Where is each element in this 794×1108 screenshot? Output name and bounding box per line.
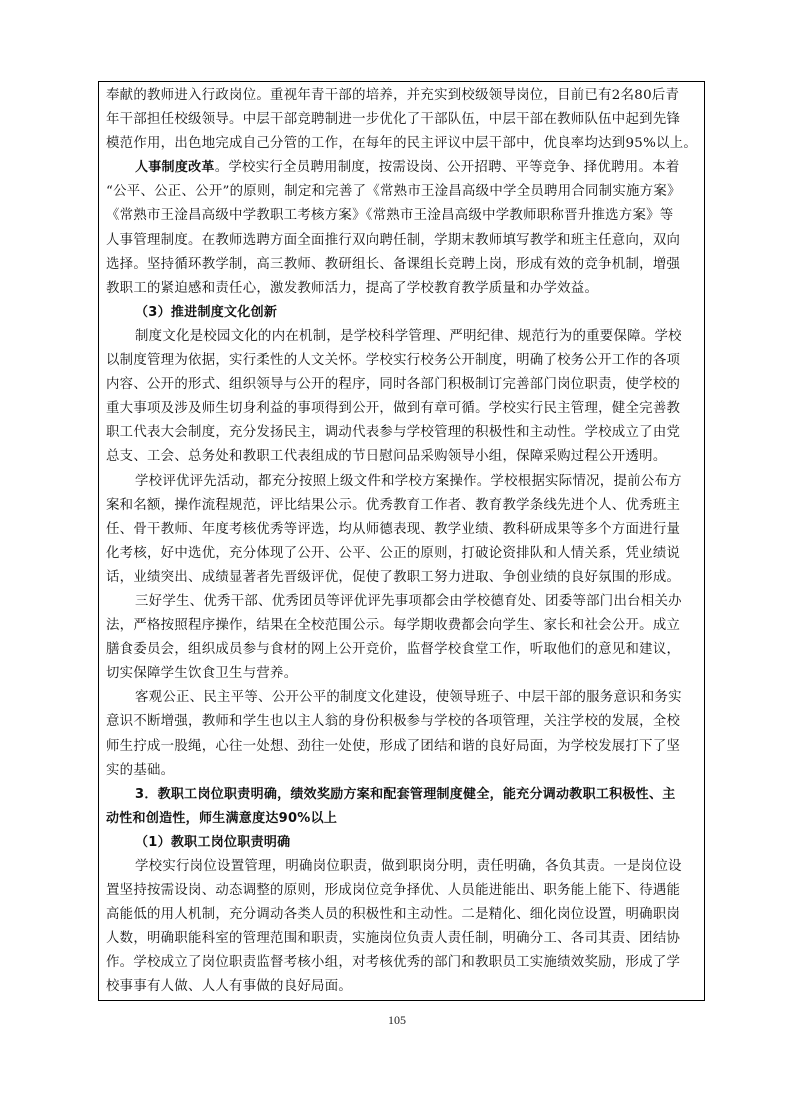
line-text: 实的基础。 bbox=[106, 762, 175, 778]
text-line bbox=[106, 397, 698, 421]
line-text: 3．教职工岗位职责明确，绩效奖励方案和配套管理制度健全，能充分调动教职工积极性、主 bbox=[135, 786, 676, 802]
line-text: 化考核，好中选优，充分体现了公开、公平、公正的原则，打破论资排队和人情关系，凭业绩说 bbox=[106, 545, 681, 561]
text-line bbox=[106, 84, 698, 108]
text-line bbox=[106, 518, 698, 542]
text-line bbox=[106, 686, 698, 710]
line-text: 膳食委员会，组织成员参与食材的网上公开竞价，监督学校食堂工作，听取他们的意见和建议， bbox=[106, 642, 681, 658]
text-line bbox=[106, 590, 698, 614]
text-line bbox=[106, 470, 698, 494]
line-text: 教职工的紧迫感和责任心，激发教师活力，提高了学校教育教学质量和办学效益。 bbox=[106, 280, 599, 296]
section-heading-line bbox=[106, 301, 698, 325]
line-text: 模范作用，出色地完成自己分管的工作，在每年的民主评议中层干部中，优良率均达到95%以上。 bbox=[106, 136, 698, 152]
line-text: 意识不断增强，教师和学生也以主人翁的身份积极参与学校的各项管理，关注学校的发展，全校 bbox=[106, 714, 681, 730]
text-line bbox=[106, 927, 698, 951]
text-line bbox=[106, 349, 698, 373]
line-text: 奉献的教师进入行政岗位。重视年青干部的培养，并充实到校级领导岗位，目前已有2名80后青 bbox=[106, 88, 680, 103]
line-text: 任、骨干教师、年度考核优秀等评选，均从师德表现、教学业绩、教科研成果等多个方面进行量 bbox=[106, 521, 681, 537]
text-line bbox=[106, 735, 698, 759]
section-heading-line bbox=[106, 783, 698, 807]
text-line bbox=[106, 204, 698, 228]
line-text: 作。学校成立了岗位职责监督考核小组，对考核优秀的部门和教职员工实施绩效奖励，形成了学 bbox=[106, 955, 681, 971]
page-number: 105 bbox=[388, 1013, 406, 1027]
line-text: 三好学生、优秀干部、优秀团员等评优评先事项都会由学校德育处、团委等部门出台相关办 bbox=[135, 593, 682, 609]
text-line bbox=[106, 542, 698, 566]
text-line bbox=[106, 951, 698, 975]
text-line bbox=[106, 253, 698, 277]
text-line bbox=[106, 566, 698, 590]
line-text: 人事管理制度。在教师选聘方面全面推行双向聘任制，学期末教师填写教学和班主任意向，双向 bbox=[106, 232, 681, 248]
text-line bbox=[106, 662, 698, 686]
line-text: 年干部担任校级领导。中层干部竞聘制进一步优化了干部队伍，中层干部在教师队伍中起到先锋 bbox=[106, 112, 681, 128]
line-text: （3）推进制度文化创新 bbox=[135, 304, 278, 320]
line-text: 案和名额，操作流程规范，评比结果公示。优秀教育工作者、教育教学条线先进个人、优秀班主 bbox=[106, 497, 681, 513]
line-text: 《常熟市王淦昌高级中学教职工考核方案》《常熟市王淦昌高级中学教师职称晋升推选方案》等 bbox=[106, 208, 674, 224]
text-line bbox=[106, 445, 698, 469]
line-text: 法，严格按照程序操作，结果在全校范围公示。每学期收费都会向学生、家长和社会公开。成立 bbox=[106, 618, 681, 634]
text-line bbox=[106, 180, 698, 204]
line-text: 学校实行岗位设置管理，明确岗位职责，做到职岗分明，责任明确，各负其责。一是岗位设 bbox=[135, 859, 682, 874]
text-line bbox=[106, 132, 698, 156]
inline-bold-lead: 人事制度改革 bbox=[135, 160, 215, 176]
text-line bbox=[106, 614, 698, 638]
line-text: 重大事项及涉及师生切身利益的事项得到公开，做到有章可循。学校实行民主管理，健全完善教 bbox=[106, 401, 681, 417]
line-text: 人数，明确职能科室的管理范围和职责，实施岗位负责人责任制，明确分工、各司其责、团结协 bbox=[106, 931, 681, 947]
text-line bbox=[106, 494, 698, 518]
line-text: 选择。坚持循环教学制，高三教师、教研组长、备课组长竞聘上岗，形成有效的竞争机制，增强 bbox=[106, 256, 681, 272]
section-heading-line bbox=[106, 831, 698, 855]
line-text: 切实保障学生饮食卫生与营养。 bbox=[106, 666, 298, 682]
line-text: 制度文化是校园文化的内在机制，是学校科学管理、严明纪律、规范行为的重要保障。学校 bbox=[135, 328, 682, 344]
line-text: 校事事有人做、人人有事做的良好局面。 bbox=[106, 979, 353, 995]
text-line bbox=[106, 325, 698, 349]
text-line bbox=[106, 975, 698, 999]
text-line bbox=[106, 373, 698, 397]
text-line bbox=[106, 903, 698, 927]
line-text: “公平、公正、公开”的原则，制定和完善了《常熟市王淦昌高级中学全员聘用合同制实施方案》 bbox=[106, 184, 681, 200]
line-text: （1）教职工岗位职责明确 bbox=[135, 834, 291, 850]
document-body bbox=[106, 84, 698, 1000]
line-text: 职工代表大会制度，充分发扬民主，调动代表参与学校管理的积极性和主动性。学校成立了由党 bbox=[106, 425, 681, 441]
line-text: 以制度管理为依据，实行柔性的人文关怀。学校实行校务公开制度，明确了校务公开工作的各项 bbox=[106, 353, 681, 369]
line-text: 学校评优评先活动，都充分按照上级文件和学校方案操作。学校根据实际情况，提前公布方 bbox=[135, 473, 682, 489]
text-line bbox=[106, 855, 698, 879]
section-heading-line bbox=[106, 807, 698, 831]
text-line bbox=[106, 108, 698, 132]
line-text: 客观公正、民主平等、公开公平的制度文化建设，使领导班子、中层干部的服务意识和务实 bbox=[135, 690, 682, 706]
text-line bbox=[106, 710, 698, 734]
text-line bbox=[106, 638, 698, 662]
line-text: 师生拧成一股绳，心往一处想、劲往一处使，形成了团结和谐的良好局面，为学校发展打下了坚 bbox=[106, 738, 681, 754]
text-line bbox=[106, 421, 698, 445]
text-line bbox=[106, 759, 698, 783]
line-text: 内容、公开的形式、组织领导与公开的程序，同时各部门积极制订完善部门岗位职责，使学校的 bbox=[106, 377, 681, 393]
text-line bbox=[106, 879, 698, 903]
text-line bbox=[106, 156, 698, 180]
text-line bbox=[106, 229, 698, 253]
line-text: 话，业绩突出、成绩显著者先晋级评优，促使了教职工努力进取、争创业绩的良好氛围的形成。 bbox=[106, 569, 681, 585]
text-line bbox=[106, 277, 698, 301]
line-text: 。学校实行全员聘用制度，按需设岗、公开招聘、平等竞争、择优聘用。本着 bbox=[214, 160, 680, 176]
line-text: 动性和创造性，师生满意度达90%以上 bbox=[106, 810, 338, 826]
line-text: 高能低的用人机制，充分调动各类人员的积极性和主动性。二是精化、细化岗位设置，明确职岗 bbox=[106, 907, 681, 923]
line-text: 总支、工会、总务处和教职工代表组成的节日慰问品采购领导小组，保障采购过程公开透明。 bbox=[106, 449, 667, 465]
line-text: 置坚持按需设岗、动态调整的原则，形成岗位竞争择优、人员能进能出、职务能上能下、待遇能 bbox=[106, 883, 681, 899]
